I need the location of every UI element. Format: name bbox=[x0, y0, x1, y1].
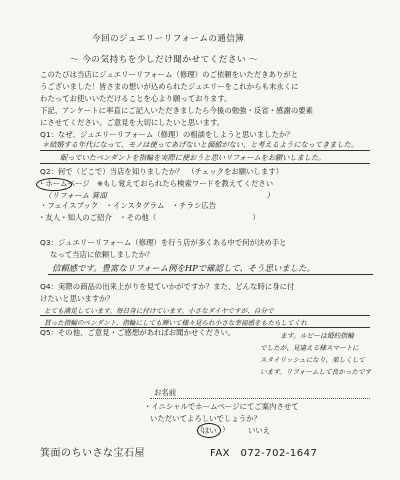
q5-answer-line: ます。ルビーは婚約指輪 bbox=[280, 332, 354, 340]
form-subtitle: 〜 今の気持ちを少しだけ聞かせてください 〜 bbox=[70, 55, 259, 65]
q1-answer-line: 眠っていたペンダントを指輪を実際に使おうと思いリフォームをお願いしました。 bbox=[60, 153, 326, 162]
yes-circle-mark bbox=[197, 423, 221, 438]
q4-question: Q4：実際の商品の出来上がりを見ていかがですか？また、どんな時に身に付 bbox=[40, 282, 295, 291]
questionnaire-sheet: 今回のジュエリーリフォームの通信簿 〜 今の気持ちを少しだけ聞かせてください 〜 このたびは当店にジュエリーリフォーム（修理）のご依頼をいただきありがと うございました！皆さまの想いが込められたジュエリーをこれからも末永くに わたってお使いいただけることを心より願っております。 下記、アンケートに率直にご記入いただきましたら今後の勉強・反省・感謝の要素 にさせてください。ご意見を大切にしたいと思います。 Q1：なぜ、ジュエリーリフォーム（修理）の相談をしようと思いましたか？ ＊結婚する年代になって、モノは使ってあげないと価値がない、と考えるようになってきました。 眠っていたペンダントを指輪を実際に使おうと思いリフォームをお願いしました。 Q2：何で（どこで）当店を知りましたか？ （チェックをお願いします） ・ホームページ ※もし覚えておられたら検索ワードを教えてください （リフォーム 箕面 ） ・フェイスブック ・インスタグラム ・チラシ広告 ・友人・知人のご紹介 ・その他（ ） Q3：ジュエリーリフォーム（修理）を行う店が多くある中で何が決め手と なって当店に依頼しましたか？ 信頼感です。豊富なリフォーム例をHPで確認して、そう思いました。 Q4：実際の商品の出来上がりを見ていかがですか？また、どんな時に身に付 けたいと思いますか？ とても満足しています。毎日身に付けています。小さなダイヤですが、自分で 買った指輪のペンダント。指輪にしても輝いて様々見られ小さな幸福感をもたらしてくれ Q5：その他、ご意見・ご感想があればお聞かせください。 ます。ルビーは婚約指輪 でしたが、見違える様スマートに スタイリッシュになり、楽しくして います。リフォームして良かったです お名前 ・イニシャルでホームページにてご案内させて いただいてよろしいでしょうか？ はい いいえ （ ） 箕面のちいさな宝石屋 FAX 072-702-1647 bbox=[0, 0, 400, 480]
q3-question: Q3：ジュエリーリフォーム（修理）を行う店が多くある中で何が決め手と bbox=[40, 238, 287, 247]
yes-option: はい bbox=[202, 426, 217, 435]
name-label: お名前 bbox=[154, 388, 177, 397]
q2-option-sns: ・フェイスブック ・インスタグラム ・チラシ広告 bbox=[40, 201, 217, 210]
q4-answer-rule bbox=[40, 315, 370, 316]
q2-option-homepage: ・ホームページ ※もし覚えておられたら検索ワードを教えてください bbox=[38, 179, 274, 188]
shop-name: 箕面のちいさな宝石屋 bbox=[40, 448, 145, 459]
intro-line: うございました！皆さまの想いが込められたジュエリーをこれからも末永くに bbox=[40, 82, 299, 91]
q2-search-word: （リフォーム 箕面 ） bbox=[44, 191, 274, 200]
q4-answer-line: とても満足しています。毎日身に付けています。小さなダイヤですが、自分で bbox=[44, 307, 274, 315]
q4-answer-line: 買った指輪のペンダント。指輪にしても輝いて様々見られ小さな幸福感をもたらしてくれ bbox=[44, 319, 307, 327]
intro-line: にさせてください。ご意見を大切にしたいと思います。 bbox=[40, 118, 225, 127]
fax-number: FAX 072-702-1647 bbox=[210, 448, 318, 459]
answer-circle-mark bbox=[36, 178, 72, 191]
no-option: いいえ bbox=[248, 426, 271, 435]
name-line bbox=[150, 398, 370, 399]
q1-question: Q1：なぜ、ジュエリーリフォーム（修理）の相談をしようと思いましたか？ bbox=[40, 130, 294, 139]
q1-answer-line: ＊結婚する年代になって、モノは使ってあげないと価値がない、と考えるようになってきました。 bbox=[42, 140, 359, 149]
form-title: 今回のジュエリーリフォームの通信簿 bbox=[92, 34, 245, 44]
initial-question-cont: いただいてよろしいでしょうか？ bbox=[150, 414, 261, 423]
q5-answer-line: でしたが、見違える様スマートに bbox=[260, 344, 359, 352]
q1-answer-rule bbox=[40, 150, 370, 151]
q2-option-friend: ・友人・知人のご紹介 ・その他（ ） bbox=[38, 213, 260, 222]
q1-answer-rule bbox=[40, 163, 370, 164]
intro-line: わたってお使いいただけることを心より願っております。 bbox=[40, 94, 232, 103]
q5-answer-line: います。リフォームして良かったです bbox=[260, 368, 372, 376]
q2-question: Q2：何で（どこで）当店を知りましたか？ （チェックをお願いします） bbox=[40, 167, 284, 176]
intro-line: 下記、アンケートに率直にご記入いただきましたら今後の勉強・反省・感謝の要素 bbox=[40, 106, 314, 115]
intro-line: このたびは当店にジュエリーリフォーム（修理）のご依頼をいただきありがと bbox=[40, 70, 299, 79]
q5-answer-line: スタイリッシュになり、楽しくして bbox=[260, 356, 365, 364]
q4-question-cont: けたいと思いますか？ bbox=[40, 294, 114, 303]
q3-answer: 信頼感です。豊富なリフォーム例をHPで確認して、そう思いました。 bbox=[52, 263, 315, 273]
q3-answer-rule bbox=[48, 274, 373, 275]
initial-question: ・イニシャルでホームページにてご案内させて bbox=[144, 402, 299, 411]
q3-question-cont: なって当店に依頼しましたか？ bbox=[50, 250, 154, 259]
q5-question: Q5：その他、ご意見・ご感想があればお聞かせください。 bbox=[40, 328, 236, 337]
